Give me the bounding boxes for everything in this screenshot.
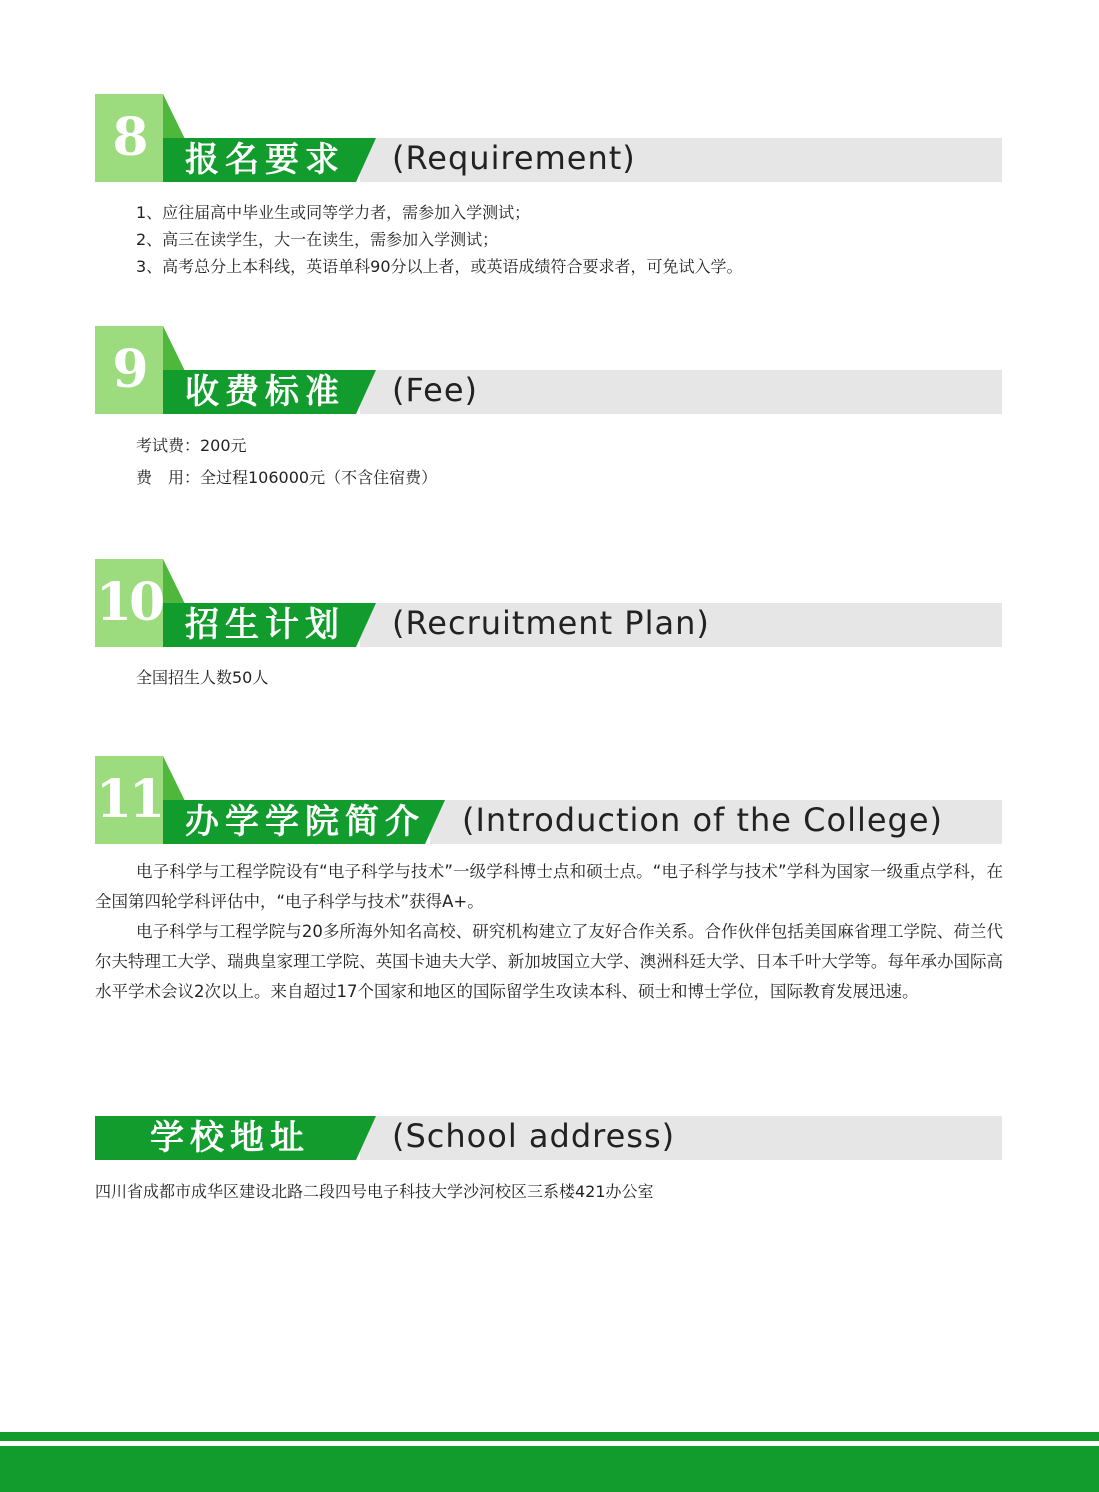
section-number: 9 — [112, 339, 146, 400]
section-title-en: (Fee) — [392, 371, 478, 409]
section-number: 8 — [112, 107, 146, 168]
badge-triangle — [163, 94, 185, 139]
plan-line: 全国招生人数50人 — [136, 668, 269, 687]
section-number: 10 — [95, 572, 163, 633]
paragraph: 电子科学与工程学院设有“电子科学与技术”一级学科博士点和硕士点。“电子科学与技术”学科为国家一级重点学科，在全国第四轮学科评估中，“电子科学与技术”获得A+。 — [95, 862, 1003, 911]
footer-stripe-thick — [0, 1446, 1099, 1492]
address-line: 四川省成都市成华区建设北路二段四号电子科技大学沙河校区三系楼421办公室 — [95, 1182, 654, 1201]
section-title-en: (Requirement) — [392, 139, 636, 177]
section-title-en: (Introduction of the College) — [462, 801, 944, 839]
badge-triangle — [163, 756, 185, 801]
footer-stripe-thin — [0, 1432, 1099, 1441]
section-body — [95, 857, 1003, 1007]
fee-line: 费 用：全过程106000元（不含住宿费） — [136, 468, 438, 487]
section-body — [136, 664, 268, 691]
list-item: 1、应往届高中毕业生或同等学力者，需参加入学测试； — [136, 203, 531, 222]
section-title-cn: 办学学院简介 — [185, 802, 425, 842]
fee-line: 考试费：200元 — [136, 436, 247, 455]
section-body — [136, 199, 743, 280]
badge-triangle — [163, 559, 185, 604]
list-item: 3、高考总分上本科线，英语单科90分以上者，或英语成绩符合要求者，可免试入学。 — [136, 257, 743, 276]
section-body — [136, 430, 437, 494]
section-title-cn: 收费标准 — [185, 372, 345, 412]
section-number: 11 — [95, 769, 163, 830]
badge-triangle — [163, 326, 185, 371]
section-title-cn: 学校地址 — [150, 1118, 310, 1158]
paragraph: 电子科学与工程学院与20多所海外知名高校、研究机构建立了友好合作关系。合作伙伴包括美国麻省理工学院、荷兰代尔夫特理工大学、瑞典皇家理工学院、英国卡迪夫大学、新加坡国立大学、澳洲科廷大学、日本千叶大学等。每年承办国际高水平学术会议2次以上。来自超过17个国家和地区的国际留学生攻读本科、硕士和博士学位，国际教育发展迅速。 — [95, 922, 1003, 1001]
section-title-cn: 招生计划 — [185, 605, 345, 645]
section-title-cn: 报名要求 — [185, 140, 345, 180]
list-item: 2、高三在读学生，大一在读生，需参加入学测试； — [136, 230, 499, 249]
section-title-en: (Recruitment Plan) — [392, 604, 710, 642]
section-body — [95, 1178, 654, 1205]
section-title-en: (School address) — [392, 1117, 676, 1155]
